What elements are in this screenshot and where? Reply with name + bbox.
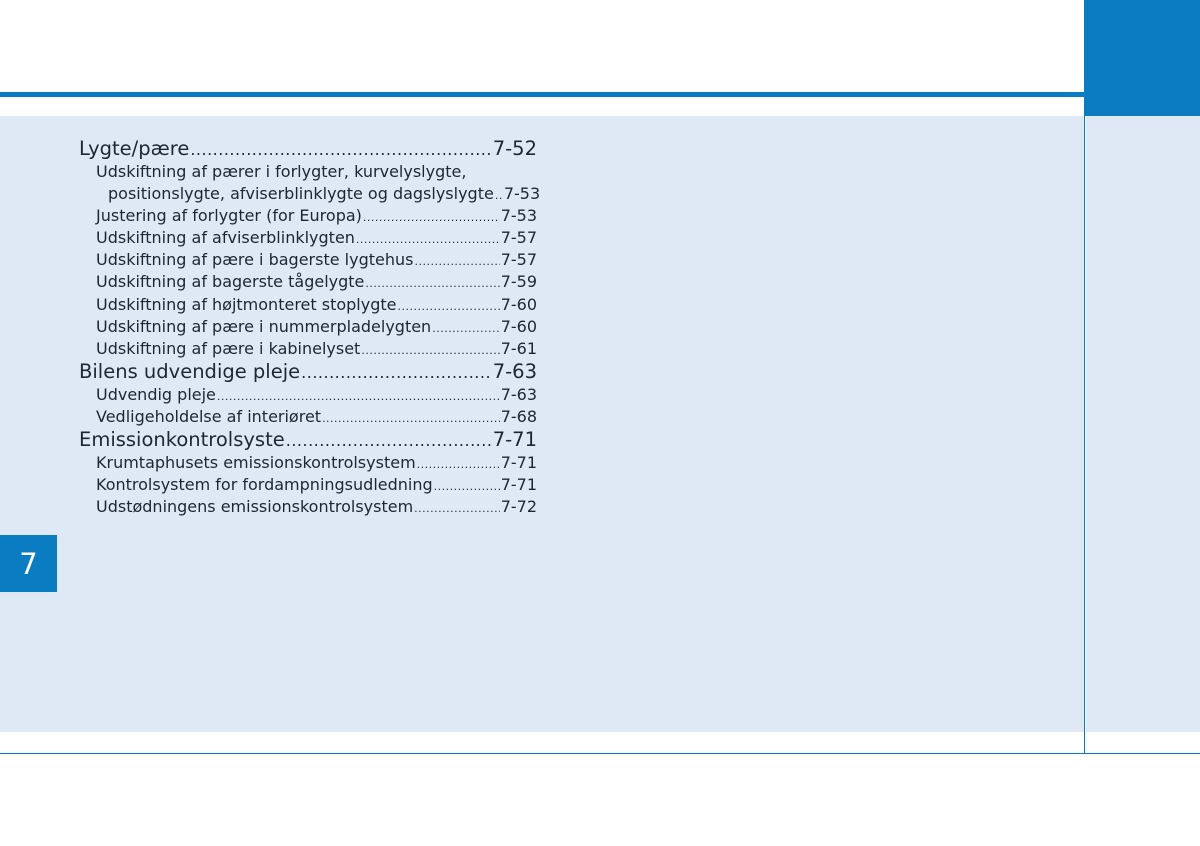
corner-tab bbox=[1084, 0, 1200, 116]
toc-entry[interactable] bbox=[79, 338, 537, 360]
toc-entry[interactable] bbox=[79, 205, 537, 227]
toc-entry-page: 7-72 bbox=[500, 496, 537, 516]
toc-entry-page: 7-59 bbox=[500, 272, 537, 292]
leader-dots bbox=[365, 273, 499, 295]
toc-entry-title: Udskiftning af pære i bagerste lygtehus bbox=[96, 250, 414, 270]
toc-entry-title: Udskiftning af pære i kabinelyset bbox=[96, 339, 361, 358]
toc-entry-page: 7-60 bbox=[500, 316, 537, 336]
toc-entry-page: 7-57 bbox=[500, 250, 537, 270]
toc-entry-page: 7-60 bbox=[500, 294, 537, 314]
toc-entry[interactable] bbox=[79, 474, 537, 496]
toc-entry-page: 7-53 bbox=[503, 183, 541, 203]
toc-entry-page: 7-71 bbox=[492, 428, 537, 452]
toc-entry[interactable] bbox=[79, 271, 537, 293]
toc-entry-title: Udskiftning af pære i nummerpladelygten bbox=[96, 316, 432, 336]
leader-dots bbox=[414, 498, 500, 520]
toc-entry-title: Udskiftning af pærer i forlygter, kurvelyslygte, bbox=[96, 161, 467, 181]
toc-entry-title: Emissionkontrolsyste bbox=[79, 428, 285, 452]
leader-dots bbox=[432, 318, 499, 340]
toc-entry-title: Bilens udvendige pleje bbox=[79, 360, 301, 384]
leader-dots bbox=[217, 386, 500, 408]
toc-entry-page: 7-61 bbox=[500, 339, 537, 358]
leader-dots bbox=[301, 361, 492, 385]
toc-entry-title: Udvendig pleje bbox=[96, 384, 216, 404]
toc-entry[interactable] bbox=[79, 496, 537, 518]
toc-entry[interactable] bbox=[79, 294, 537, 316]
toc-entry[interactable] bbox=[79, 360, 537, 384]
toc-entry-page: 7-52 bbox=[492, 137, 537, 160]
toc-entry-page: 7-63 bbox=[500, 384, 537, 404]
leader-dots bbox=[356, 229, 500, 251]
toc-entry[interactable] bbox=[79, 452, 537, 474]
toc-entry-page: 7-71 bbox=[500, 452, 537, 472]
toc-entry-title: Udskiftning af bagerste tågelygte bbox=[96, 272, 365, 292]
toc-entry[interactable] bbox=[79, 384, 537, 406]
toc-entry[interactable] bbox=[79, 161, 537, 183]
leader-dots bbox=[361, 340, 499, 362]
toc-entry[interactable] bbox=[79, 406, 537, 428]
leader-dots bbox=[414, 251, 499, 273]
toc-entry-page: 7-53 bbox=[500, 205, 537, 225]
toc-entry-title: Vedligeholdelse af interiøret bbox=[96, 406, 322, 426]
toc-entry-title: Lygte/pære bbox=[79, 137, 190, 160]
toc-entry-title: Udstødningens emissionskontrolsystem bbox=[96, 496, 414, 516]
margin-panel bbox=[1086, 116, 1200, 732]
leader-dots bbox=[495, 185, 503, 207]
toc-entry[interactable] bbox=[79, 428, 537, 452]
toc-entry-page: 7-71 bbox=[500, 474, 537, 494]
margin-divider bbox=[1084, 116, 1085, 754]
leader-dots bbox=[434, 476, 500, 498]
toc-entry-title: positionslygte, afviserblinklygte og dagslyslygte bbox=[108, 183, 494, 203]
toc-entry[interactable] bbox=[79, 227, 537, 249]
table-of-contents bbox=[79, 137, 541, 518]
toc-entry[interactable] bbox=[79, 249, 537, 271]
toc-entry-title: Udskiftning af højtmonteret stoplygte bbox=[96, 294, 397, 314]
leader-dots bbox=[190, 138, 491, 162]
leader-dots bbox=[322, 408, 500, 430]
leader-dots bbox=[363, 207, 500, 229]
chapter-tab[interactable]: 7 bbox=[0, 535, 57, 592]
leader-dots bbox=[397, 296, 499, 318]
top-rule bbox=[0, 92, 1084, 97]
bottom-rule bbox=[0, 753, 1200, 754]
toc-entry-page: 7-68 bbox=[500, 406, 537, 426]
toc-entry-title: Justering af forlygter (for Europa) bbox=[96, 205, 362, 225]
toc-entry-title: Udskiftning af afviserblinklygten bbox=[96, 228, 355, 248]
toc-entry[interactable] bbox=[79, 137, 537, 161]
toc-entry-title: Kontrolsystem for fordampningsudledning bbox=[96, 474, 433, 494]
toc-entry[interactable] bbox=[79, 316, 537, 338]
leader-dots bbox=[417, 454, 500, 476]
leader-dots bbox=[286, 429, 492, 453]
toc-entry[interactable] bbox=[79, 183, 541, 205]
toc-entry-page: 7-63 bbox=[492, 360, 537, 384]
toc-entry-page: 7-57 bbox=[500, 228, 537, 248]
toc-entry-title: Krumtaphusets emissionskontrolsystem bbox=[96, 452, 416, 472]
